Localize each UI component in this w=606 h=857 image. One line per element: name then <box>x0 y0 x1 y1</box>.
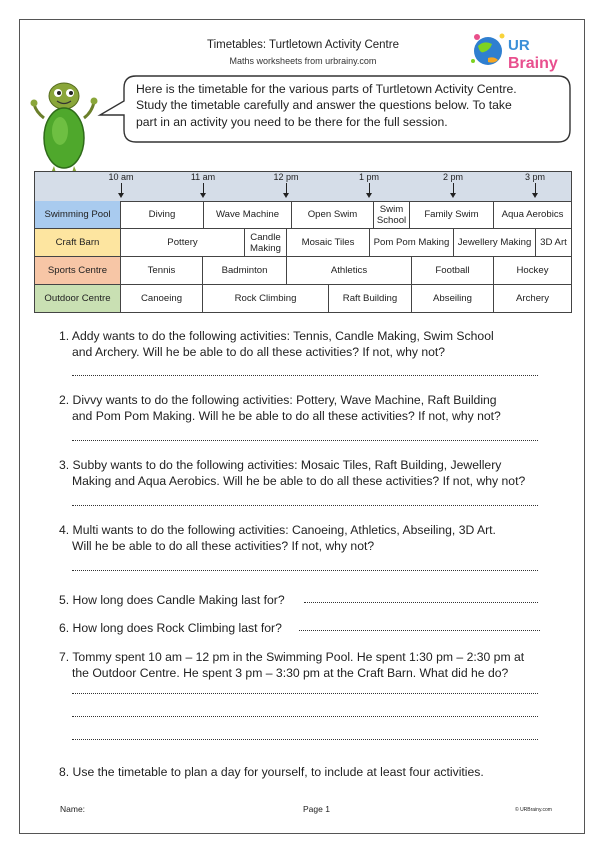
question-1: 1. Addy wants to do the following activities: Tennis, Candle Making, Swim School and Archery. Will he be able to do all these activities? If not, why not? <box>59 329 494 360</box>
activity-rock-climbing: Rock Climbing <box>203 285 329 312</box>
time-header <box>35 172 571 202</box>
activity-swim-school: Swim School <box>374 201 410 228</box>
row-swimming-pool <box>35 201 571 229</box>
row-header-sports-centre: Sports Centre <box>35 257 121 284</box>
activity-mosaic-tiles: Mosaic Tiles <box>287 229 370 256</box>
row-header-swimming-pool: Swimming Pool <box>35 201 121 228</box>
activity-open-swim: Open Swim <box>292 201 374 228</box>
question-6: 6. How long does Rock Climbing last for? <box>59 621 282 635</box>
time-tick-2pm: 2 pm <box>423 172 483 195</box>
page-number: Page 1 <box>303 804 330 814</box>
activity-pottery: Pottery <box>121 229 245 256</box>
activity-hockey: Hockey <box>516 265 549 276</box>
activity-3d-art: 3D Art <box>540 237 567 248</box>
answer-line-7a[interactable] <box>72 693 538 694</box>
question-5: 5. How long does Candle Making last for? <box>59 593 285 607</box>
intro-line-1: Here is the timetable for the various parts of Turtletown Activity Centre. <box>136 82 517 96</box>
row-header-craft-barn: Craft Barn <box>35 229 121 256</box>
question-2: 2. Divvy wants to do the following activities: Pottery, Wave Machine, Raft Building and Pom Pom Making. Will he be able to do all these activities? If not, why not? <box>59 393 501 424</box>
activity-tennis: Tennis <box>121 257 203 284</box>
activity-family-swim: Family Swim <box>410 201 494 228</box>
question-7: 7. Tommy spent 10 am – 12 pm in the Swimming Pool. He spent 1:30 pm – 2:30 pm at the Outdoor Centre. He spent 3 pm – 3:30 pm at the Craft Barn. What did he do? <box>59 650 525 681</box>
time-tick-11am: 11 am <box>173 172 233 195</box>
time-tick-3pm: 3 pm <box>505 172 565 195</box>
copyright: © URBrainy.com <box>515 807 552 813</box>
activity-badminton: Badminton <box>203 257 287 284</box>
activity-diving: Diving <box>121 201 204 228</box>
row-header-outdoor-centre: Outdoor Centre <box>35 285 121 312</box>
activity-athletics: Athletics <box>287 257 412 284</box>
activity-candle-making: Candle Making <box>245 229 287 256</box>
activity-raft-building: Raft Building <box>329 285 412 312</box>
answer-line-3[interactable] <box>72 505 538 506</box>
activity-abseiling: Abseiling <box>412 285 494 312</box>
intro-line-2: Study the timetable carefully and answer the questions below. To take <box>136 98 512 113</box>
time-tick-10am: 10 am <box>91 172 151 195</box>
activity-football: Football <box>412 257 494 284</box>
page-title: Timetables: Turtletown Activity Centre <box>207 39 399 51</box>
activity-aqua-aerobics: Aqua Aerobics <box>501 209 564 220</box>
question-4: 4. Multi wants to do the following activities: Canoeing, Athletics, Abseiling, 3D Art. Will he be able to do all these activities? If not, why not? <box>59 523 496 554</box>
question-8: 8. Use the timetable to plan a day for yourself, to include at least four activities. <box>59 765 484 779</box>
intro-text <box>136 81 566 130</box>
intro-line-3: part in an activity you need to be there for the full session. <box>136 114 448 129</box>
row-sports-centre <box>35 257 571 285</box>
activity-archery: Archery <box>515 293 550 304</box>
answer-line-4[interactable] <box>72 570 538 571</box>
answer-line-1[interactable] <box>72 375 538 376</box>
row-outdoor-centre <box>35 285 571 312</box>
row-craft-barn <box>35 229 571 257</box>
urbrainy-logo <box>468 28 566 76</box>
question-3: 3. Subby wants to do the following activities: Mosaic Tiles, Raft Building, Jewellery Making and Aqua Aerobics. Will he be able to do all these activities? If not, why not? <box>59 458 526 489</box>
answer-line-7c[interactable] <box>72 739 538 740</box>
activity-canoeing: Canoeing <box>121 285 203 312</box>
answer-line-2[interactable] <box>72 440 538 441</box>
activity-wave-machine: Wave Machine <box>204 201 292 228</box>
timetable <box>34 171 572 313</box>
activity-jewellery-making: Jewellery Making <box>454 229 536 256</box>
time-tick-1pm: 1 pm <box>339 172 399 195</box>
svg-text:UR: UR <box>508 37 530 54</box>
svg-text:Brainy: Brainy <box>508 55 558 72</box>
name-label: Name: <box>60 804 86 814</box>
logo-text: UR Brainy <box>468 28 473 29</box>
answer-line-6[interactable] <box>299 630 540 631</box>
activity-pom-pom-making: Pom Pom Making <box>370 229 454 256</box>
answer-line-5[interactable] <box>304 602 538 603</box>
page-subtitle: Maths worksheets from urbrainy.com <box>229 56 377 66</box>
answer-line-7b[interactable] <box>72 716 538 717</box>
time-tick-12pm: 12 pm <box>256 172 316 195</box>
